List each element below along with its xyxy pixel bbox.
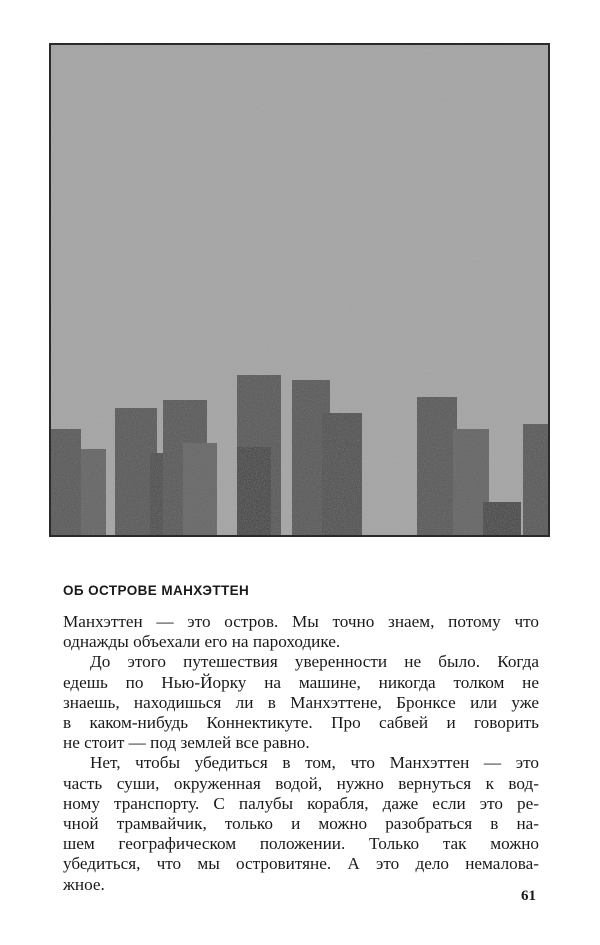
text-line: Нет, чтобы убедиться в том, что Манхэттен — это: [90, 753, 539, 773]
text-line: часть суши, окруженная водой, нужно вернуться к вод-: [63, 773, 539, 793]
text-line: До этого путешествия уверенности не было. Когда: [90, 652, 539, 672]
manhattan-skyline-icon: [51, 45, 548, 535]
text-line: едешь по Нью-Йорку на машине, никогда толком не: [63, 672, 539, 692]
text-line: знаешь, находишься ли в Манхэттене, Бронксе или уже: [63, 692, 539, 712]
manhattan-skyline-illustration: [49, 43, 550, 537]
article-body: [63, 612, 539, 895]
text-line: не стоит — под землей все равно.: [63, 733, 310, 753]
paragraph: [63, 652, 539, 753]
text-line: Манхэттен — это остров. Мы точно знаем, потому что: [63, 612, 539, 631]
article-heading: ОБ ОСТРОВЕ МАНХЭТТЕН: [63, 583, 250, 598]
text-line: ному транспорту. С палубы корабля, даже если это ре-: [63, 793, 539, 813]
text-line: однажды объехали его на пароходике.: [63, 632, 341, 652]
page-number: 61: [521, 888, 536, 904]
paragraph: [63, 612, 539, 652]
text-line: убедиться, что мы островитяне. А это дело немалова-: [63, 854, 539, 874]
text-line: чной трамвайчик, только и можно разобраться в на-: [63, 814, 539, 834]
paragraph: [63, 753, 539, 894]
text-line: жное.: [63, 874, 105, 894]
text-line: шем географическом положении. Только так можно: [63, 834, 539, 854]
text-line: в каком-нибудь Коннектикуте. Про сабвей и говорить: [63, 713, 539, 733]
